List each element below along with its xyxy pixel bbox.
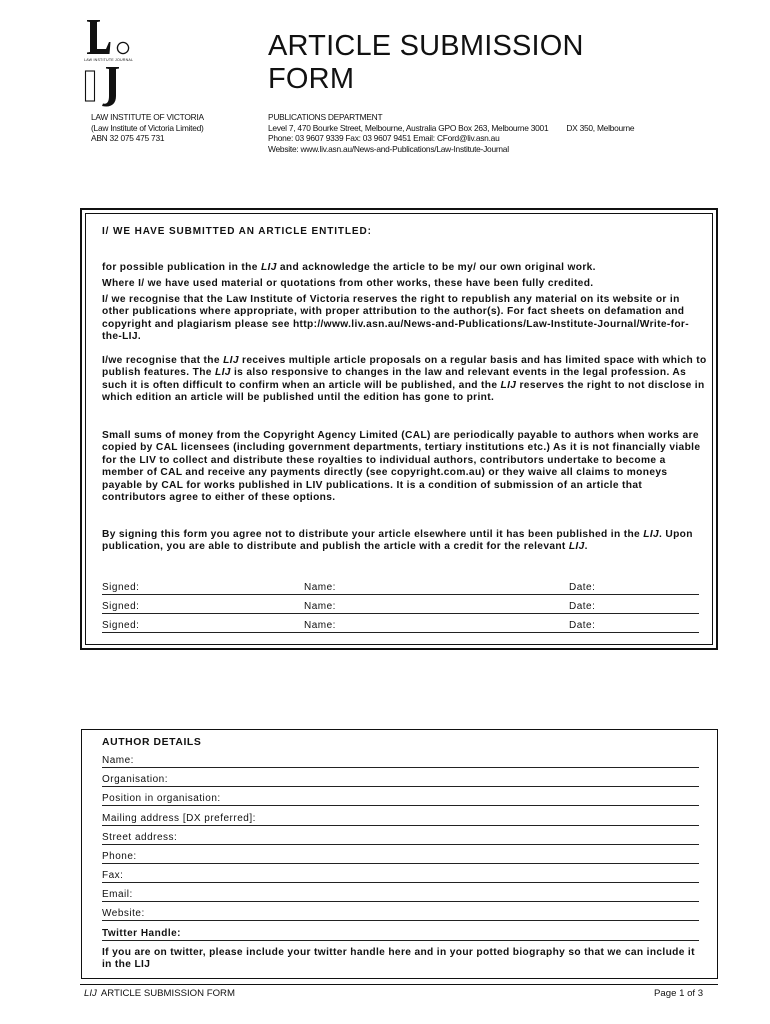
republish-statement: I/ we recognise that the Law Institute of Victoria reserves the right to republish any material on its website or in other publications where appropriate, with proper attribution to the author(s). For fact sheets on defamation and copyright and plagiarism please see http://www.liv.asn.au/News-and-Publications/Law-Institute-Journal/Write-for-the-LIJ.: [102, 294, 689, 343]
mailing-address-field[interactable]: Mailing address [DX preferred]:: [102, 811, 699, 826]
publication-space-statement: I/we recognise that the LIJ receives multiple article proposals on a regular basis and has limited space with which to publish features. The LIJ is also responsive to changes in the law and relevant events in the legal profession. As such it is often difficult to confirm when an article will be published, and the LIJ reserves the right to not disclose in which edition an article will be published until the edition has gone to print.: [102, 355, 707, 404]
date-label: Date:: [569, 601, 596, 612]
date-label: Date:: [569, 582, 596, 593]
signed-label: Signed:: [102, 601, 140, 612]
submission-heading: I/ WE HAVE SUBMITTED AN ARTICLE ENTITLED:: [102, 226, 372, 237]
twitter-note: If you are on twitter, please include your twitter handle here and in your potted biography so that we can include it in the LIJ: [102, 947, 695, 971]
department-info: PUBLICATIONS DEPARTMENT Level 7, 470 Bourke Street, Melbourne, Australia GPO Box 263, Melbourne 3001 DX 350, Melbourne Phone: 03 9607 9339 Fax: 03 9607 9451 Email: CFord@liv.asn.au Website: www.liv.asn.au/News-and-Publications/Law-Institute-Journal: [268, 112, 635, 154]
twitter-handle-field[interactable]: Twitter Handle:: [102, 926, 699, 941]
website-field[interactable]: Website:: [102, 906, 699, 921]
footer-form-label: LIJ ARTICLE SUBMISSION FORM: [84, 988, 235, 999]
email-field[interactable]: Email:: [102, 887, 699, 902]
name-label: Name:: [304, 582, 336, 593]
page-title: ARTICLE SUBMISSION FORM: [268, 30, 584, 95]
position-field[interactable]: Position in organisation:: [102, 791, 699, 806]
distribution-statement: By signing this form you agree not to distribute your article elsewhere until it has been published in the LIJ. Upon publication, you are able to distribute and publish the article with a credit for the relevant LIJ.: [102, 529, 693, 553]
page-number: Page 1 of 3: [654, 988, 704, 999]
organisation-field[interactable]: Organisation:: [102, 772, 699, 787]
signed-label: Signed:: [102, 620, 140, 631]
signature-row[interactable]: [102, 599, 699, 614]
signature-row[interactable]: [102, 580, 699, 595]
phone-field[interactable]: Phone:: [102, 849, 699, 864]
organisation-info: LAW INSTITUTE OF VICTORIA (Law Institute of Victoria Limited) ABN 32 075 475 731: [91, 112, 204, 143]
signature-row[interactable]: [102, 618, 699, 633]
street-address-field[interactable]: Street address:: [102, 830, 699, 845]
publication-statement: for possible publication in the LIJ and acknowledge the article to be my/ our own original work.: [102, 262, 596, 273]
credit-statement: Where I/ we have used material or quotations from other works, these have been fully credited.: [102, 278, 594, 289]
fax-field[interactable]: Fax:: [102, 868, 699, 883]
footer-divider: [80, 984, 718, 985]
name-label: Name:: [304, 601, 336, 612]
date-label: Date:: [569, 620, 596, 631]
name-label: Name:: [304, 620, 336, 631]
author-details-heading: AUTHOR DETAILS: [102, 737, 202, 748]
logo-caption: LAW INSTITUTE JOURNAL: [84, 58, 134, 62]
author-name-field[interactable]: Name:: [102, 753, 699, 768]
liv-logo: [84, 16, 154, 112]
cal-statement: Small sums of money from the Copyright Agency Limited (CAL) are periodically payable to authors when works are copied by CAL licensees (including government departments, tertiary institutions etc.) As it is not financially viable for the LIV to collect and distribute these royalties to individual authors, contributors undertake to become a member of CAL and receive any payments directly (see copyright.com.au) or they waive all claims to moneys payable by CAL for works published in LIV publications. It is a condition of submission of an article that contributors agree to either of these options.: [102, 430, 701, 504]
signed-label: Signed:: [102, 582, 140, 593]
